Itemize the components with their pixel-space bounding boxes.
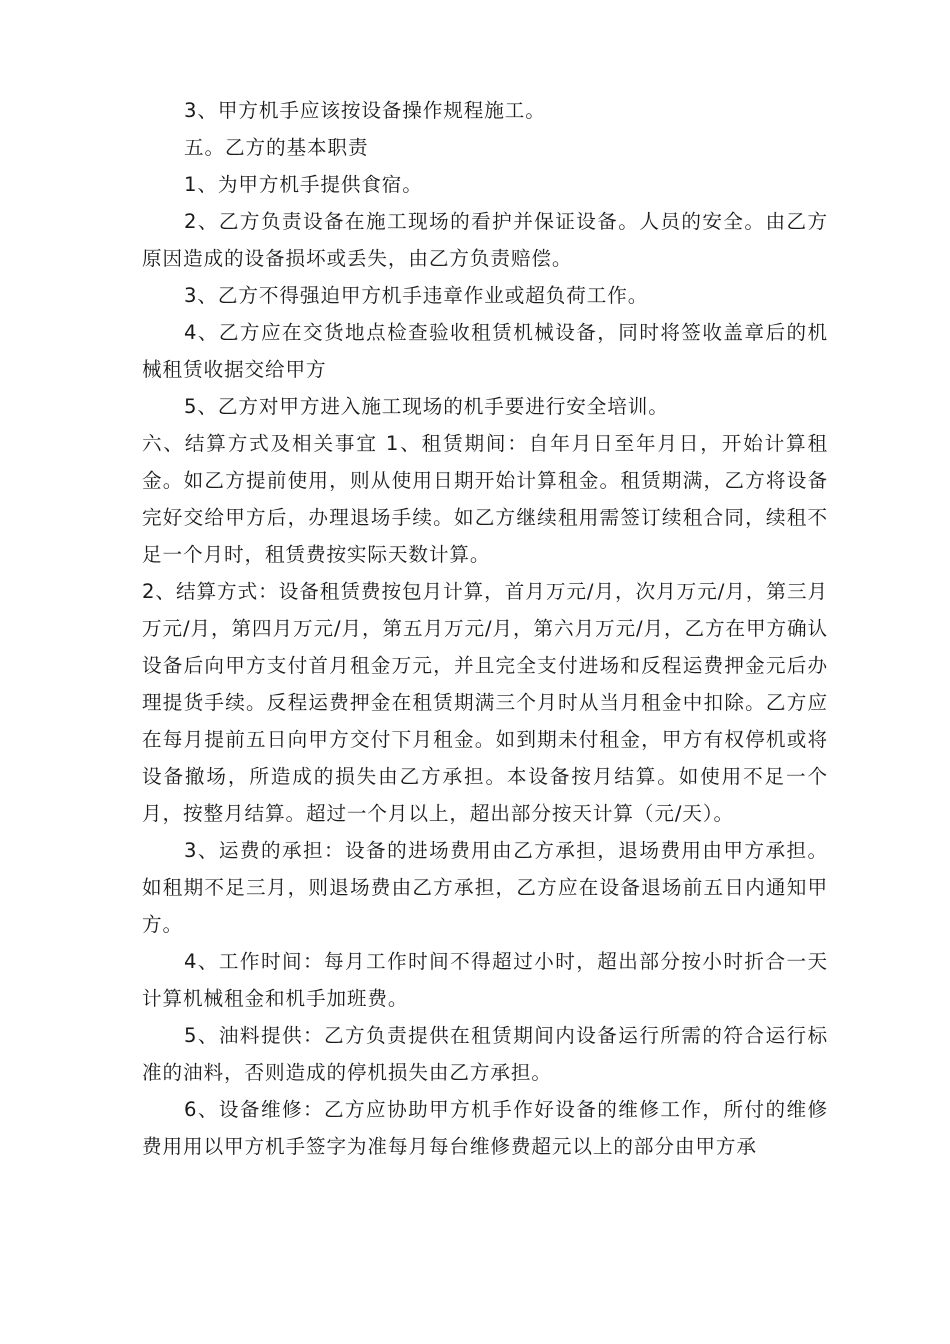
document-body	[142, 92, 828, 1165]
clause-3-no-forced-violation: 3、乙方不得强迫甲方机手违章作业或超负荷工作。	[184, 284, 649, 307]
clause-6-maintenance: 6、设备维修：乙方应协助甲方机手作好设备的维修工作，所付的维修费用用以甲方机手签字为准每月每台维修费超元以上的部分由甲方承	[142, 1098, 828, 1158]
section-6-lease-period: 六、结算方式及相关事宜 1、租赁期间：自年月日至年月日，开始计算租金。如乙方提前使用，则从使用日期开始计算租金。租赁期满，乙方将设备完好交给甲方后，办理退场手续。如乙方继续租用需签订续租合同，续租不足一个月时，租赁费按实际天数计算。	[142, 432, 828, 566]
clause-2-settlement-method: 2、结算方式：设备租赁费按包月计算，首月万元/月，次月万元/月，第三月万元/月，第四月万元/月，第五月万元/月，第六月万元/月，乙方在甲方确认设备后向甲方支付首月租金万元，并且完全支付进场和反程运费押金元后办理提货手续。反程运费押金在租赁期满三个月时从当月租金中扣除。乙方应在每月提前五日向甲方交付下月租金。如到期未付租金，甲方有权停机或将设备撤场，所造成的损失由乙方承担。本设备按月结算。如使用不足一个月，按整月结算。超过一个月以上，超出部分按天计算（元/天）。	[142, 580, 828, 825]
clause-3-freight: 3、运费的承担：设备的进场费用由乙方承担，退场费用由甲方承担。如租期不足三月，则退场费由乙方承担，乙方应在设备退场前五日内通知甲方。	[142, 839, 828, 936]
section-5-heading: 五。乙方的基本职责	[184, 136, 369, 159]
clause-5-fuel-supply: 5、油料提供：乙方负责提供在租赁期间内设备运行所需的符合运行标准的油料，否则造成的停机损失由乙方承担。	[142, 1024, 828, 1084]
clause-4-working-hours: 4、工作时间：每月工作时间不得超过小时，超出部分按小时折合一天计算机械租金和机手加班费。	[142, 950, 828, 1010]
clause-1-board-lodging: 1、为甲方机手提供食宿。	[184, 173, 423, 196]
clause-3-operator-procedure: 3、甲方机手应该按设备操作规程施工。	[184, 99, 546, 122]
clause-4-acceptance-receipt: 4、乙方应在交货地点检查验收租赁机械设备，同时将签收盖章后的机械租赁收据交给甲方	[142, 321, 828, 381]
clause-2-equipment-safety: 2、乙方负责设备在施工现场的看护并保证设备。人员的安全。由乙方原因造成的设备损坏或丢失，由乙方负责赔偿。	[142, 210, 828, 270]
clause-5-safety-training: 5、乙方对甲方进入施工现场的机手要进行安全培训。	[184, 395, 669, 418]
